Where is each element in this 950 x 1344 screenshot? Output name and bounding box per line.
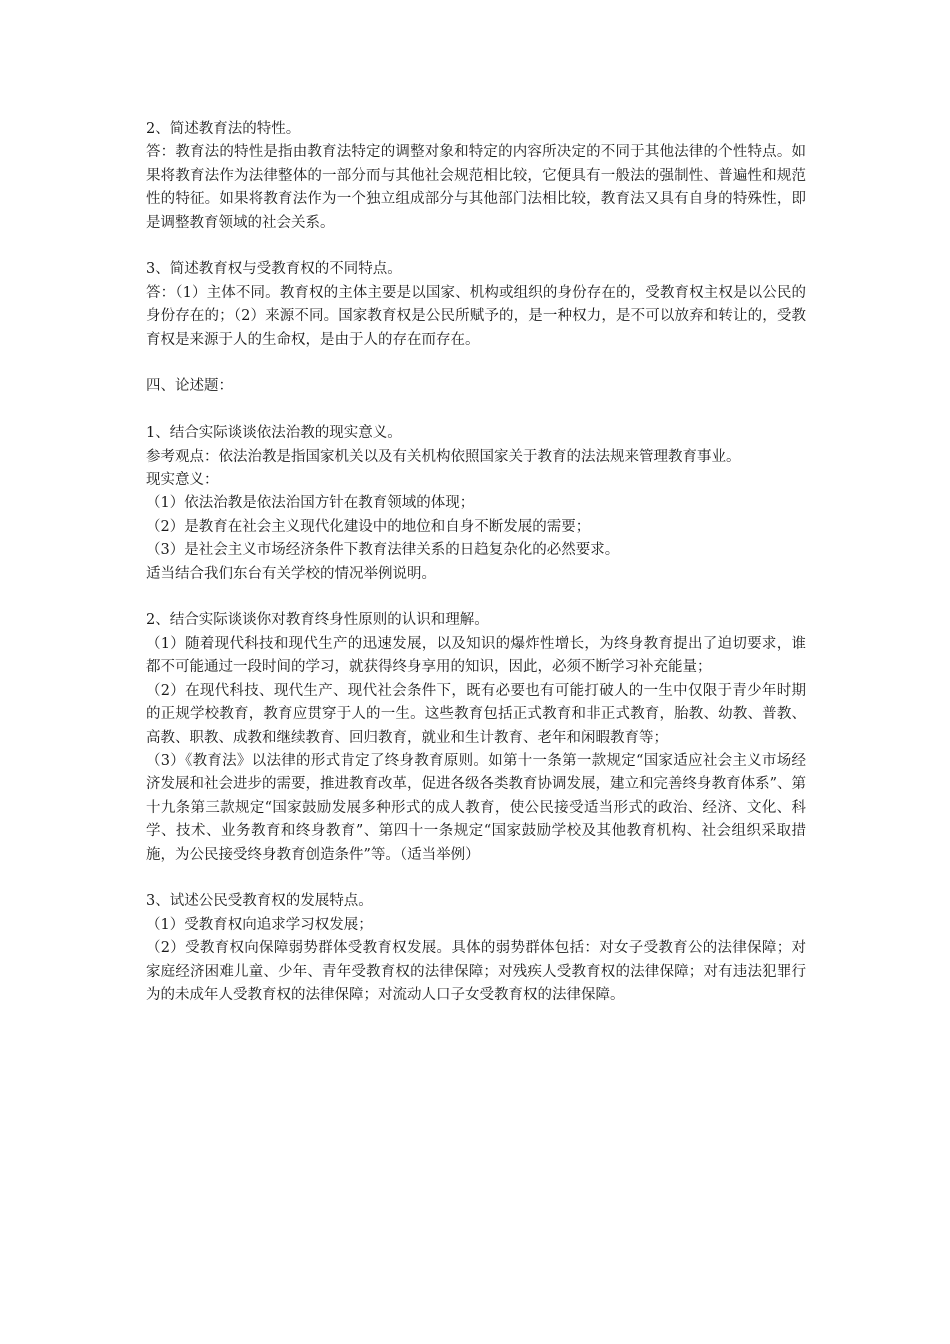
essay-3-item: （1）受教育权向追求学习权发展； — [146, 916, 373, 933]
essay-2-item: （3）《教育法》以法律的形式肯定了终身教育原则。如第十一条第一款规定“国家适应社会主义市场经济发展和社会进步的需要，推进教育改革，促进各级各类教育协调发展，建立和完善终身教育体系”、第十九条第三款规定“国家鼓励发展多种形式的成人教育，使公民接受适当形式的政治、经济、文化、科学、技术、业务教育和终身教育”、第四十一条规定“国家鼓励学校及其他教育机构、社会组织采取措施，为公民接受终身教育创造条件”等。（适当举例） — [146, 752, 806, 863]
question-2-title: 2、简述教育法的特性。 — [146, 121, 301, 137]
question-3 — [146, 258, 806, 352]
essay-3 — [146, 890, 806, 1007]
document-page — [146, 118, 806, 1031]
section-4-heading: 四、论述题： — [146, 378, 233, 395]
essay-3-item: （2）受教育权向保障弱势群体受教育权发展。具体的弱势群体包括：对女子受教育公的法律保障；对家庭经济困难儿童、少年、青年受教育权的法律保障；对残疾人受教育权的法律保障；对有违法犯罪行为的未成年人受教育权的法律保障；对流动人口子女受教育权的法律保障。 — [146, 940, 806, 1003]
essay-1-item: （3）是社会主义市场经济条件下教育法律关系的日趋复杂化的必然要求。 — [146, 542, 620, 559]
essay-1-viewpoint: 参考观点：依法治教是指国家机关以及有关机构依照国家关于教育的法法规来管理教育事业。 — [146, 448, 741, 465]
essay-1-title: 1、结合实际谈谈依法治教的现实意义。 — [146, 425, 402, 442]
essay-1 — [146, 422, 806, 586]
essay-1-item: （1）依法治教是依法治国方针在教育领域的体现； — [146, 495, 475, 512]
essay-3-title: 3、试述公民受教育权的发展特点。 — [146, 893, 373, 910]
essay-1-note: 适当结合我们东台有关学校的情况举例说明。 — [146, 565, 436, 582]
essay-2 — [146, 609, 806, 866]
question-2-answer: 答：教育法的特性是指由教育法特定的调整对象和特定的内容所决定的不同于其他法律的个性特点。如果将教育法作为法律整体的一部分而与其他社会规范相比较，它便具有一般法的强制性、普遍性和规范性的特征。如果将教育法作为一个独立组成部分与其他部门法相比较，教育法又具有自身的特殊性，即是调整教育领域的社会关系。 — [146, 144, 806, 231]
question-3-answer: 答：（1）主体不同。教育权的主体主要是以国家、机构或组织的身份存在的，受教育权主权是以公民的身份存在的；（2）来源不同。国家教育权是公民所赋予的，是一种权力，是不可以放弃和转让的，受教育权是来源于人的生命权，是由于人的存在而存在。 — [146, 284, 806, 348]
essay-1-item: （2）是教育在社会主义现代化建设中的地位和自身不断发展的需要； — [146, 518, 591, 535]
essay-1-meaning-label: 现实意义： — [146, 472, 219, 489]
essay-2-item: （2）在现代科技、现代生产、现代社会条件下，既有必要也有可能打破人的一生中仅限于青少年时期的正规学校教育，教育应贯穿于人的一生。这些教育包括正式教育和非正式教育，胎教、幼教、普教、高教、职教、成教和继续教育、回归教育，就业和生计教育、老年和闲暇教育等； — [146, 682, 806, 746]
essay-2-item: （1）随着现代科技和现代生产的迅速发展，以及知识的爆炸性增长，为终身教育提出了迫切要求，谁都不可能通过一段时间的学习，就获得终身享用的知识，因此，必须不断学习补充能量； — [146, 635, 806, 676]
question-2 — [146, 118, 806, 235]
question-3-title: 3、简述教育权与受教育权的不同特点。 — [146, 261, 402, 278]
essay-2-title: 2、结合实际谈谈你对教育终身性原则的认识和理解。 — [146, 612, 489, 629]
